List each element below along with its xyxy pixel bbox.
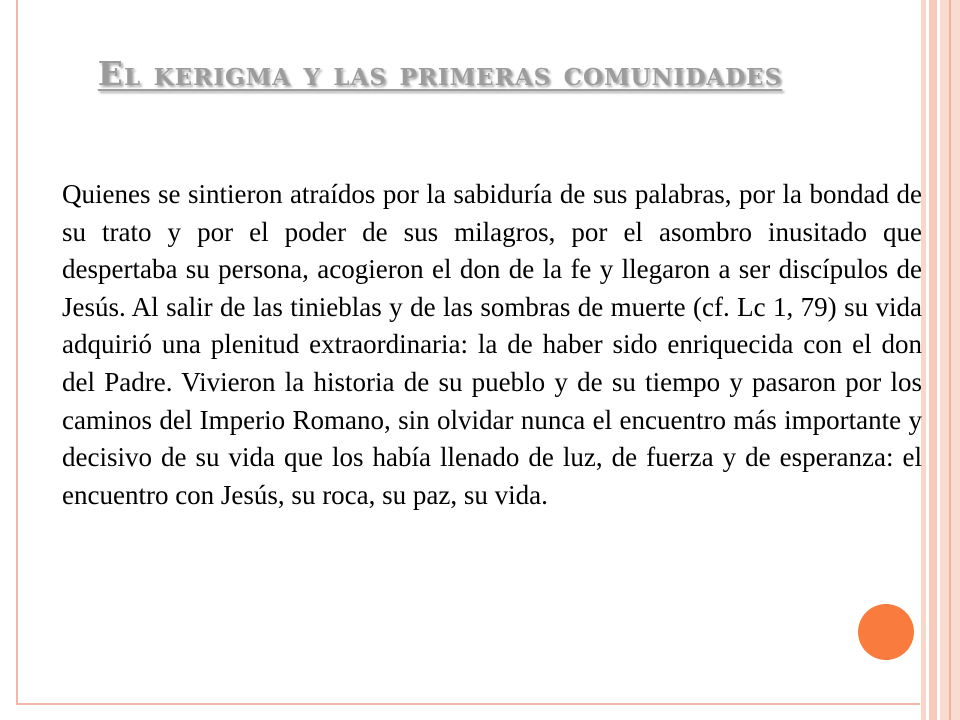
slide-title: El kerigma y las primeras comunidades bbox=[97, 54, 783, 93]
slide-body-text: Quienes se sintieron atraídos por la sabiduría de sus palabras, por la bondad de su trato y por el poder de sus milagros, por el asombro inusitado que despertaba su persona, acogieron el don de la fe y llegaron a ser discípulos de Jesús. Al salir de las tinieblas y de las sombras de muerte (cf. Lc 1, 79) su vida adquirió una plenitud extraordinaria: la de haber sido enriquecida con el don del Padre. Vivieron la historia de su pueblo y de su tiempo y pasaron por los caminos del Imperio Romano, sin olvidar nunca el encuentro más importante y decisivo de su vida que los había llenado de luz, de fuerza y de esperanza: el encuentro con Jesús, su roca, su paz, su vida. bbox=[62, 179, 922, 510]
decorative-stripe bbox=[929, 0, 937, 720]
orange-circle-decoration bbox=[858, 604, 914, 660]
decorative-stripe bbox=[949, 0, 951, 720]
